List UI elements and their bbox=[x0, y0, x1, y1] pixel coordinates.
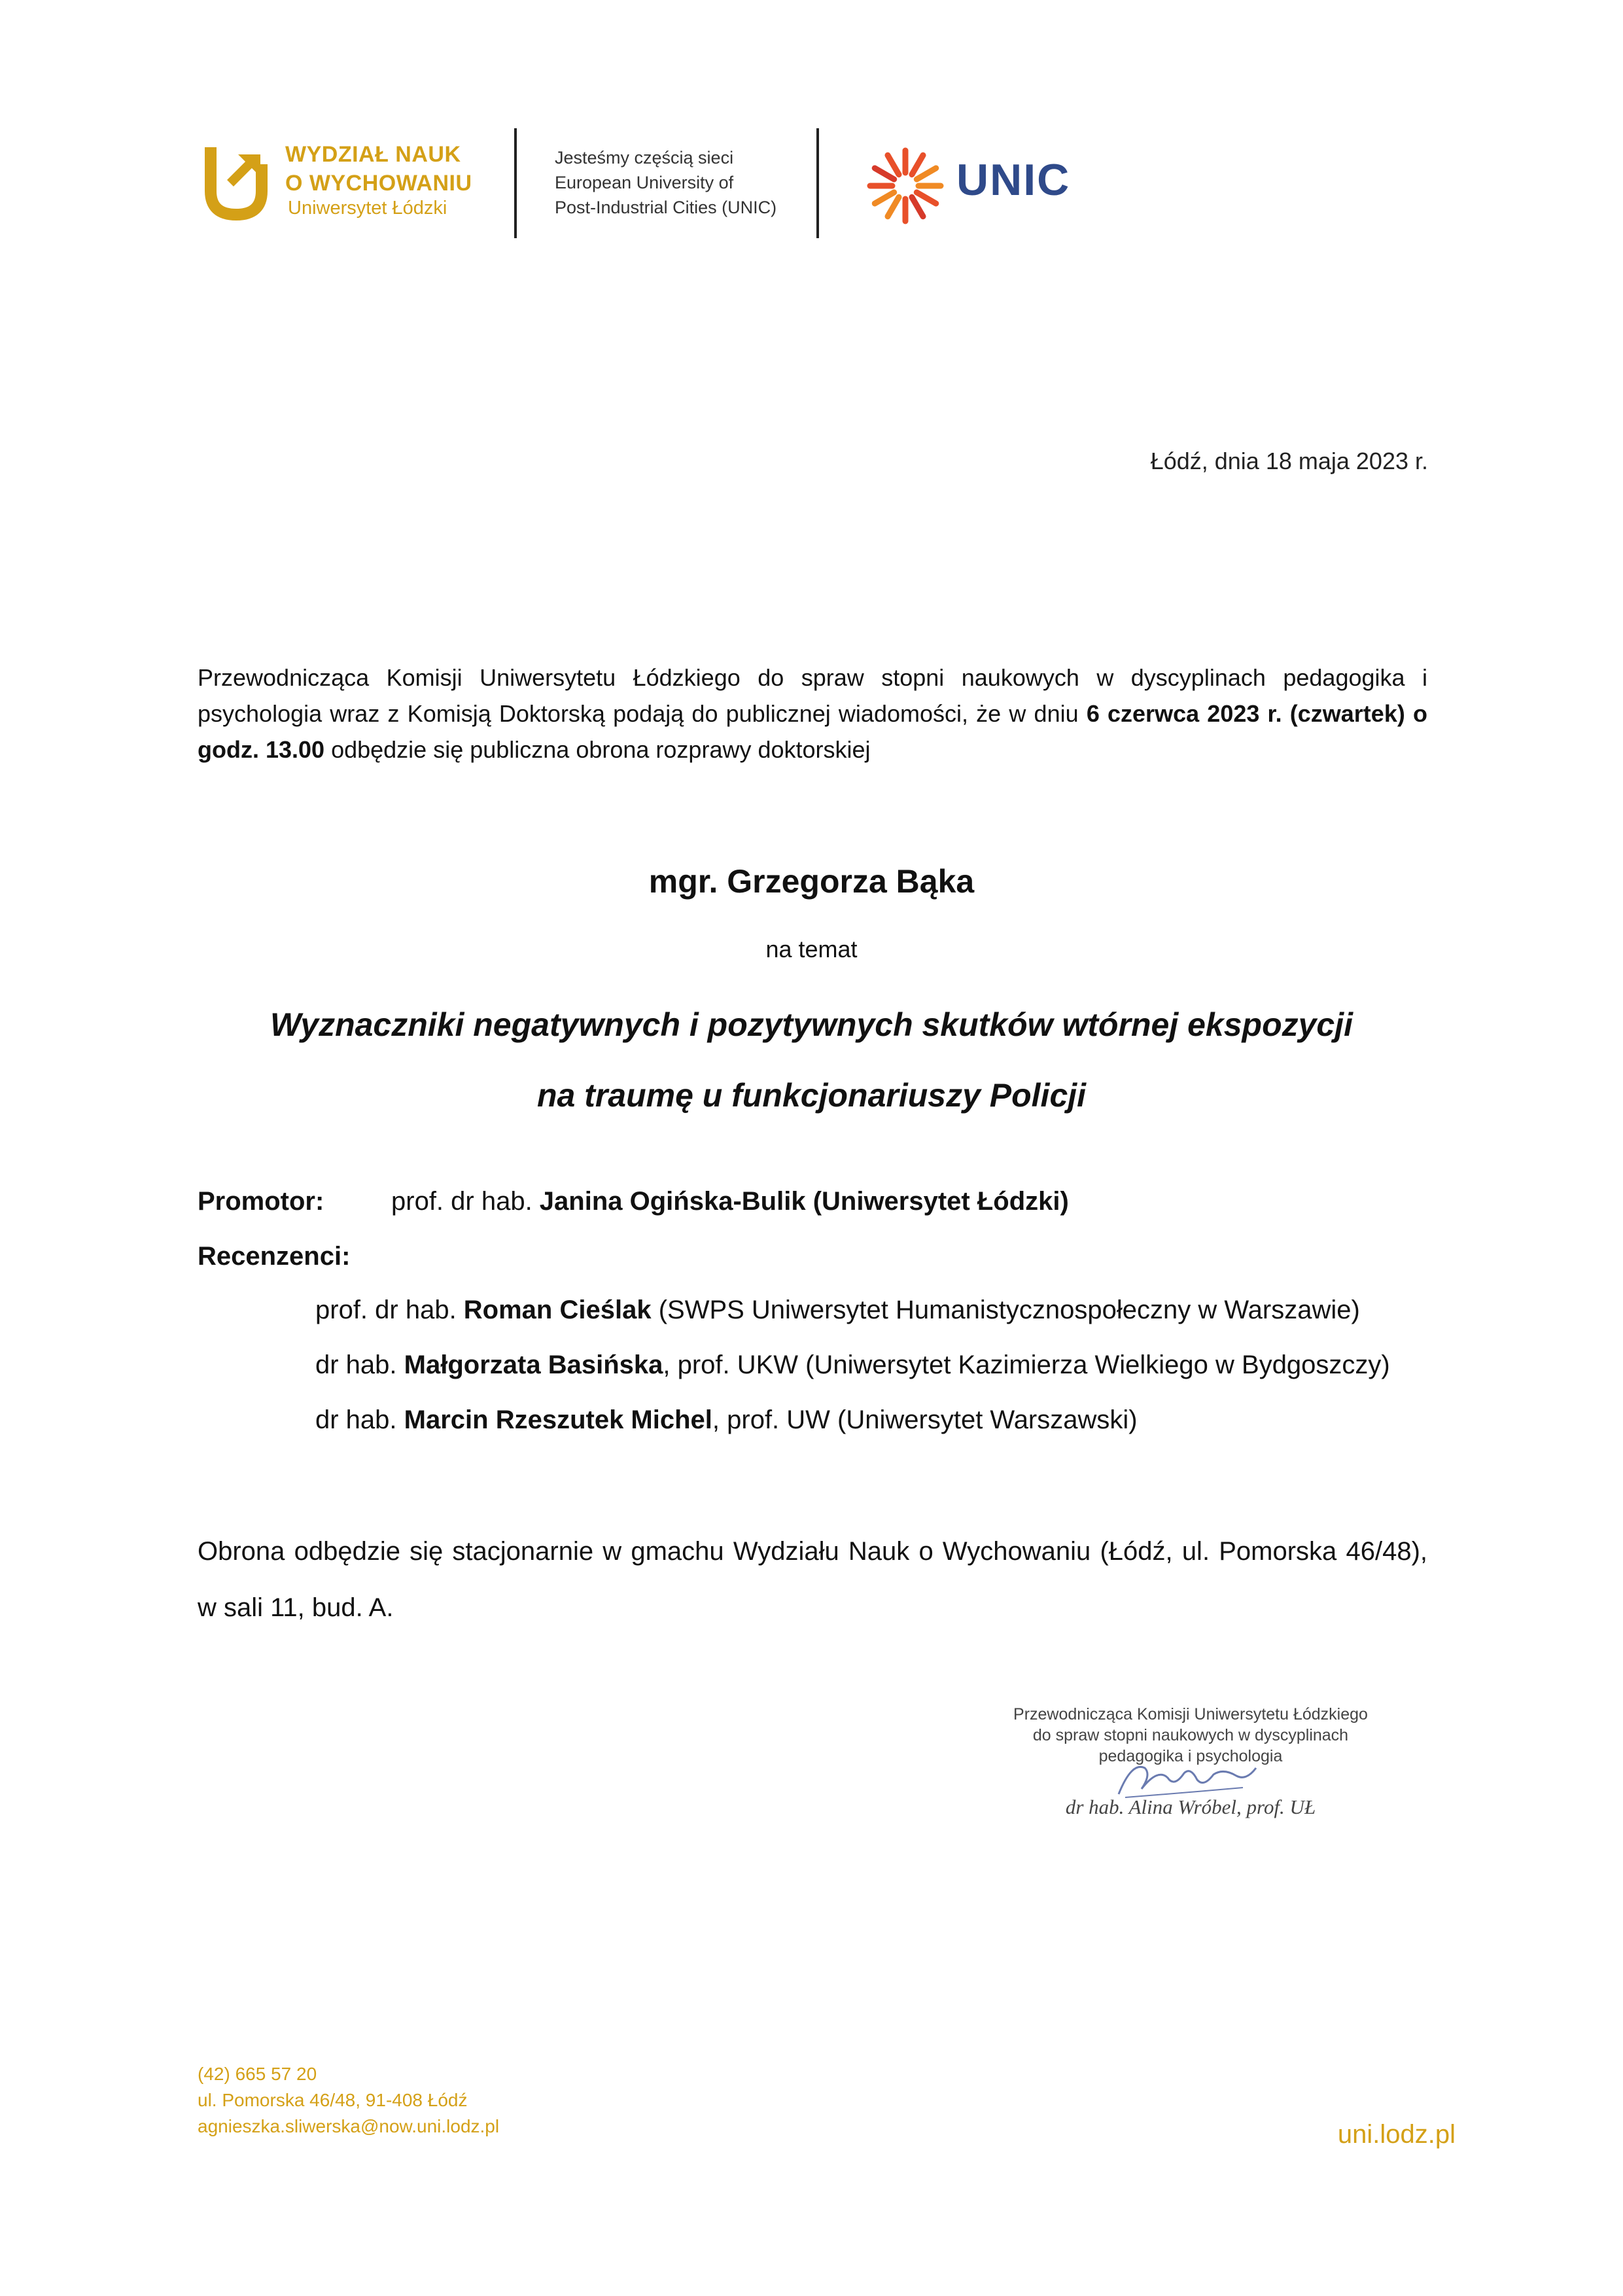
network-membership bbox=[555, 145, 777, 220]
network-line3: Post-Industrial Cities (UNIC) bbox=[555, 198, 777, 217]
reviewer-prefix: dr hab. bbox=[315, 1351, 404, 1379]
candidate-name: mgr. Grzegorza Bąka bbox=[648, 863, 975, 900]
reviewer-item bbox=[315, 1351, 1390, 1380]
footer-email[interactable]: agnieszka.sliwerska@now.uni.lodz.pl bbox=[198, 2116, 500, 2136]
title-line2: na traumę u funkcjonariuszy Policji bbox=[536, 1077, 1087, 1114]
header-divider bbox=[816, 128, 819, 238]
document-date: Łódź, dnia 18 maja 2023 r. bbox=[1150, 448, 1428, 474]
intro-text-1: Przewodnicząca Komisji Uniwersytetu Łódzkiego do spraw stopni naukowych w dyscyplinach pedagogika i psychologia wraz z Komisją Doktorską podają do publicznej wiadomości, że w dniu bbox=[198, 664, 1427, 727]
university-name: Uniwersytet Łódzki bbox=[288, 198, 447, 219]
intro-paragraph bbox=[198, 660, 1427, 768]
location-paragraph: Obrona odbędzie się stacjonarnie w gmachu Wydziału Nauk o Wychowaniu (Łódź, ul. Pomorska 46/48), w sali 11, bud. A. bbox=[198, 1537, 1427, 1622]
reviewer-prefix: prof. dr hab. bbox=[315, 1296, 464, 1324]
network-line2: European University of bbox=[555, 173, 734, 192]
faculty-logo-icon bbox=[200, 144, 272, 225]
footer-website-link[interactable]: uni.lodz.pl bbox=[1337, 2120, 1456, 2149]
reviewer-name: Marcin Rzeszutek Michel bbox=[404, 1405, 712, 1434]
reviewer-name: Małgorzata Basińska bbox=[404, 1351, 663, 1379]
signatory-name: dr hab. Alina Wróbel, prof. UŁ bbox=[1065, 1795, 1316, 1818]
network-line1: Jesteśmy częścią sieci bbox=[555, 148, 734, 168]
reviewer-prefix: dr hab. bbox=[315, 1405, 404, 1434]
promotor-value bbox=[391, 1187, 1069, 1216]
intro-text-2: odbędzie się publiczna obrona rozprawy doktorskiej bbox=[324, 736, 871, 763]
unic-logo-text: UNIC bbox=[956, 155, 1071, 205]
reviewer-item bbox=[315, 1296, 1360, 1325]
footer-address: ul. Pomorska 46/48, 91-408 Łódź bbox=[198, 2090, 468, 2110]
defense-date: 6 czerwca 2023 r. (czwartek) o godz. 13.00 bbox=[198, 700, 1428, 763]
promotor-label: Promotor: bbox=[198, 1187, 324, 1216]
reviewer-name: Roman Cieślak bbox=[463, 1296, 652, 1324]
signature-stamp-line3: pedagogika i psychologia bbox=[1098, 1747, 1283, 1765]
faculty-name-line1: WYDZIAŁ NAUK bbox=[285, 142, 461, 167]
promotor-prefix: prof. dr hab. bbox=[391, 1187, 540, 1216]
promotor-name: Janina Ogińska-Bulik (Uniwersytet Łódzki) bbox=[539, 1187, 1069, 1216]
dissertation-title bbox=[0, 989, 1623, 1131]
footer-phone: (42) 665 57 20 bbox=[198, 2064, 317, 2084]
faculty-name-line2: O WYCHOWANIU bbox=[285, 171, 472, 196]
signature-stamp-line1: Przewodnicząca Komisji Uniwersytetu Łódzkiego bbox=[1013, 1705, 1368, 1723]
topic-label: na temat bbox=[765, 936, 858, 963]
reviewer-affiliation: , prof. UW (Uniwersytet Warszawski) bbox=[712, 1405, 1138, 1434]
signature-stamp-line2: do spraw stopni naukowych w dyscyplinach bbox=[1032, 1726, 1349, 1744]
faculty-name bbox=[285, 140, 472, 198]
reviewer-affiliation: , prof. UKW (Uniwersytet Kazimierza Wielkiego w Bydgoszczy) bbox=[663, 1351, 1390, 1379]
header-divider bbox=[514, 128, 517, 238]
title-line1: Wyznaczniki negatywnych i pozytywnych skutków wtórnej ekspozycji bbox=[270, 1006, 1353, 1043]
reviewer-item bbox=[315, 1405, 1138, 1435]
unic-star-icon bbox=[865, 145, 946, 226]
reviewers-label: Recenzenci: bbox=[198, 1242, 351, 1271]
reviewer-affiliation: (SWPS Uniwersytet Humanistycznospołeczny w Warszawie) bbox=[651, 1296, 1360, 1324]
